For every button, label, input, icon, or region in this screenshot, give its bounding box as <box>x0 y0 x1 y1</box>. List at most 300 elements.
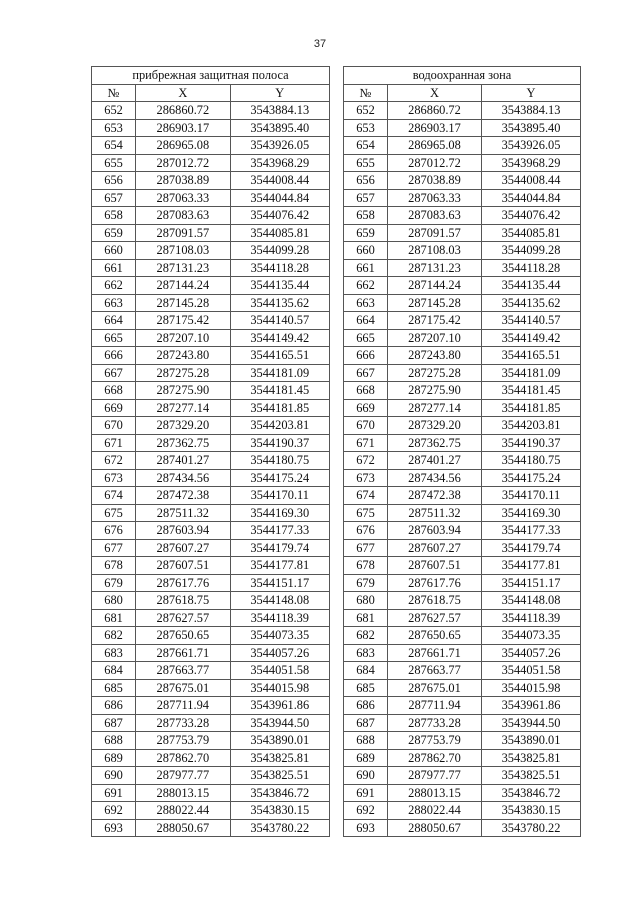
table-row <box>344 732 581 750</box>
y-coordinate-cell: 3544140.57 <box>482 312 581 330</box>
y-coordinate-cell: 3544169.30 <box>482 504 581 522</box>
x-coordinate-cell: 287144.24 <box>136 277 230 295</box>
y-coordinate-cell: 3543825.81 <box>230 749 329 767</box>
y-coordinate-cell: 3544140.57 <box>230 312 329 330</box>
table-row <box>344 452 581 470</box>
table-row <box>344 102 581 120</box>
y-coordinate-cell: 3544179.74 <box>482 539 581 557</box>
table-body <box>344 102 581 837</box>
table-row <box>92 172 330 190</box>
point-number-cell: 660 <box>92 242 136 260</box>
y-coordinate-cell: 3543890.01 <box>482 732 581 750</box>
water-protection-zone-table <box>343 66 581 837</box>
point-number-cell: 673 <box>92 469 136 487</box>
x-coordinate-cell: 287603.94 <box>388 522 482 540</box>
x-coordinate-cell: 286860.72 <box>136 102 230 120</box>
x-coordinate-cell: 287607.51 <box>388 557 482 575</box>
y-coordinate-cell: 3544177.81 <box>230 557 329 575</box>
point-number-cell: 693 <box>344 819 388 837</box>
x-coordinate-cell: 287618.75 <box>136 592 230 610</box>
point-number-cell: 671 <box>344 434 388 452</box>
table-row <box>92 627 330 645</box>
table-row <box>344 399 581 417</box>
point-number-cell: 660 <box>344 242 388 260</box>
point-number-cell: 653 <box>92 119 136 137</box>
table-row <box>344 679 581 697</box>
point-number-cell: 659 <box>92 224 136 242</box>
table-row <box>92 644 330 662</box>
y-coordinate-cell: 3543780.22 <box>482 819 581 837</box>
y-coordinate-cell: 3544085.81 <box>482 224 581 242</box>
y-coordinate-cell: 3544118.39 <box>482 609 581 627</box>
table-row <box>344 277 581 295</box>
x-coordinate-cell: 287083.63 <box>388 207 482 225</box>
table-row <box>344 417 581 435</box>
table-row <box>92 259 330 277</box>
y-coordinate-cell: 3543780.22 <box>230 819 329 837</box>
y-coordinate-cell: 3543830.15 <box>230 802 329 820</box>
point-number-cell: 681 <box>92 609 136 627</box>
y-coordinate-cell: 3544015.98 <box>230 679 329 697</box>
point-number-cell: 665 <box>344 329 388 347</box>
table-row <box>92 312 330 330</box>
table-row <box>92 137 330 155</box>
x-coordinate-cell: 287175.42 <box>388 312 482 330</box>
table-row <box>92 242 330 260</box>
y-coordinate-cell: 3543968.29 <box>482 154 581 172</box>
x-coordinate-cell: 287607.27 <box>136 539 230 557</box>
column-header-x: X <box>388 84 482 102</box>
table-row <box>344 382 581 400</box>
point-number-cell: 676 <box>344 522 388 540</box>
table-row <box>92 189 330 207</box>
table-row <box>92 539 330 557</box>
x-coordinate-cell: 287603.94 <box>136 522 230 540</box>
x-coordinate-cell: 286965.08 <box>136 137 230 155</box>
y-coordinate-cell: 3543825.81 <box>482 749 581 767</box>
point-number-cell: 682 <box>92 627 136 645</box>
x-coordinate-cell: 287711.94 <box>388 697 482 715</box>
y-coordinate-cell: 3544135.62 <box>230 294 329 312</box>
y-coordinate-cell: 3544181.45 <box>230 382 329 400</box>
x-coordinate-cell: 287617.76 <box>136 574 230 592</box>
table-row <box>92 347 330 365</box>
point-number-cell: 675 <box>344 504 388 522</box>
point-number-cell: 663 <box>344 294 388 312</box>
y-coordinate-cell: 3544044.84 <box>482 189 581 207</box>
y-coordinate-cell: 3544051.58 <box>482 662 581 680</box>
table-row <box>344 592 581 610</box>
y-coordinate-cell: 3544177.33 <box>482 522 581 540</box>
point-number-cell: 678 <box>92 557 136 575</box>
x-coordinate-cell: 287733.28 <box>388 714 482 732</box>
column-header-x: X <box>136 84 230 102</box>
point-number-cell: 667 <box>92 364 136 382</box>
x-coordinate-cell: 287661.71 <box>388 644 482 662</box>
table-row <box>344 259 581 277</box>
y-coordinate-cell: 3544044.84 <box>230 189 329 207</box>
y-coordinate-cell: 3544076.42 <box>482 207 581 225</box>
x-coordinate-cell: 287083.63 <box>136 207 230 225</box>
point-number-cell: 657 <box>344 189 388 207</box>
y-coordinate-cell: 3544057.26 <box>230 644 329 662</box>
y-coordinate-cell: 3543961.86 <box>230 697 329 715</box>
table-row <box>92 697 330 715</box>
table-row <box>344 224 581 242</box>
table-row <box>92 592 330 610</box>
table-row <box>92 487 330 505</box>
x-coordinate-cell: 287329.20 <box>136 417 230 435</box>
y-coordinate-cell: 3544073.35 <box>230 627 329 645</box>
y-coordinate-cell: 3544135.62 <box>482 294 581 312</box>
x-coordinate-cell: 287862.70 <box>388 749 482 767</box>
y-coordinate-cell: 3543825.51 <box>230 767 329 785</box>
table-row <box>92 679 330 697</box>
x-coordinate-cell: 287063.33 <box>136 189 230 207</box>
x-coordinate-cell: 287038.89 <box>136 172 230 190</box>
table-row <box>344 644 581 662</box>
point-number-cell: 689 <box>92 749 136 767</box>
table-title: водоохранная зона <box>344 67 581 85</box>
x-coordinate-cell: 287434.56 <box>136 469 230 487</box>
point-number-cell: 655 <box>92 154 136 172</box>
x-coordinate-cell: 287207.10 <box>136 329 230 347</box>
table-row <box>344 504 581 522</box>
y-coordinate-cell: 3544151.17 <box>482 574 581 592</box>
x-coordinate-cell: 287275.28 <box>388 364 482 382</box>
point-number-cell: 686 <box>92 697 136 715</box>
point-number-cell: 664 <box>92 312 136 330</box>
x-coordinate-cell: 287091.57 <box>388 224 482 242</box>
point-number-cell: 690 <box>92 767 136 785</box>
table-row <box>92 434 330 452</box>
y-coordinate-cell: 3544203.81 <box>482 417 581 435</box>
table-row <box>92 574 330 592</box>
y-coordinate-cell: 3544008.44 <box>230 172 329 190</box>
x-coordinate-cell: 288013.15 <box>388 784 482 802</box>
point-number-cell: 687 <box>344 714 388 732</box>
table-row <box>344 784 581 802</box>
y-coordinate-cell: 3543944.50 <box>482 714 581 732</box>
point-number-cell: 668 <box>344 382 388 400</box>
point-number-cell: 655 <box>344 154 388 172</box>
y-coordinate-cell: 3544170.11 <box>230 487 329 505</box>
table-row <box>344 662 581 680</box>
table-row <box>92 469 330 487</box>
x-coordinate-cell: 287243.80 <box>136 347 230 365</box>
table-row <box>344 207 581 225</box>
x-coordinate-cell: 287977.77 <box>136 767 230 785</box>
x-coordinate-cell: 287207.10 <box>388 329 482 347</box>
point-number-cell: 682 <box>344 627 388 645</box>
x-coordinate-cell: 287175.42 <box>136 312 230 330</box>
y-coordinate-cell: 3544149.42 <box>482 329 581 347</box>
point-number-cell: 659 <box>344 224 388 242</box>
table-row <box>344 434 581 452</box>
point-number-cell: 674 <box>344 487 388 505</box>
point-number-cell: 688 <box>344 732 388 750</box>
y-coordinate-cell: 3544165.51 <box>230 347 329 365</box>
point-number-cell: 656 <box>92 172 136 190</box>
x-coordinate-cell: 286903.17 <box>136 119 230 137</box>
point-number-cell: 680 <box>344 592 388 610</box>
x-coordinate-cell: 287277.14 <box>388 399 482 417</box>
point-number-cell: 677 <box>92 539 136 557</box>
y-coordinate-cell: 3543846.72 <box>482 784 581 802</box>
table-row <box>92 819 330 837</box>
point-number-cell: 652 <box>92 102 136 120</box>
point-number-cell: 654 <box>344 137 388 155</box>
page-number: 37 <box>313 38 327 50</box>
table-row <box>344 172 581 190</box>
y-coordinate-cell: 3544179.74 <box>230 539 329 557</box>
point-number-cell: 674 <box>92 487 136 505</box>
x-coordinate-cell: 287063.33 <box>388 189 482 207</box>
y-coordinate-cell: 3544085.81 <box>230 224 329 242</box>
x-coordinate-cell: 288050.67 <box>136 819 230 837</box>
x-coordinate-cell: 288013.15 <box>136 784 230 802</box>
point-number-cell: 685 <box>92 679 136 697</box>
table-row <box>92 277 330 295</box>
point-number-cell: 666 <box>344 347 388 365</box>
x-coordinate-cell: 287663.77 <box>388 662 482 680</box>
x-coordinate-cell: 287977.77 <box>388 767 482 785</box>
x-coordinate-cell: 287675.01 <box>136 679 230 697</box>
y-coordinate-cell: 3544118.28 <box>482 259 581 277</box>
y-coordinate-cell: 3544175.24 <box>230 469 329 487</box>
y-coordinate-cell: 3544190.37 <box>482 434 581 452</box>
x-coordinate-cell: 287145.28 <box>136 294 230 312</box>
x-coordinate-cell: 287329.20 <box>388 417 482 435</box>
table-row <box>344 137 581 155</box>
y-coordinate-cell: 3544181.09 <box>482 364 581 382</box>
y-coordinate-cell: 3544057.26 <box>482 644 581 662</box>
x-coordinate-cell: 287862.70 <box>136 749 230 767</box>
table-row <box>344 714 581 732</box>
x-coordinate-cell: 287277.14 <box>136 399 230 417</box>
y-coordinate-cell: 3544151.17 <box>230 574 329 592</box>
table-row <box>92 102 330 120</box>
point-number-cell: 680 <box>92 592 136 610</box>
x-coordinate-cell: 287091.57 <box>136 224 230 242</box>
table-row <box>92 504 330 522</box>
table-row <box>92 399 330 417</box>
point-number-cell: 656 <box>344 172 388 190</box>
column-header-number: № <box>92 84 136 102</box>
point-number-cell: 672 <box>92 452 136 470</box>
point-number-cell: 653 <box>344 119 388 137</box>
y-coordinate-cell: 3544180.75 <box>482 452 581 470</box>
y-coordinate-cell: 3544175.24 <box>482 469 581 487</box>
table-row <box>92 207 330 225</box>
x-coordinate-cell: 288022.44 <box>388 802 482 820</box>
table-row <box>92 714 330 732</box>
table-row <box>92 294 330 312</box>
y-coordinate-cell: 3544181.85 <box>230 399 329 417</box>
point-number-cell: 668 <box>92 382 136 400</box>
point-number-cell: 666 <box>92 347 136 365</box>
x-coordinate-cell: 287275.90 <box>136 382 230 400</box>
point-number-cell: 693 <box>92 819 136 837</box>
point-number-cell: 661 <box>344 259 388 277</box>
point-number-cell: 667 <box>344 364 388 382</box>
y-coordinate-cell: 3544135.44 <box>230 277 329 295</box>
table-row <box>344 242 581 260</box>
x-coordinate-cell: 287108.03 <box>388 242 482 260</box>
column-header-number: № <box>344 84 388 102</box>
y-coordinate-cell: 3543830.15 <box>482 802 581 820</box>
y-coordinate-cell: 3544118.28 <box>230 259 329 277</box>
x-coordinate-cell: 287675.01 <box>388 679 482 697</box>
x-coordinate-cell: 287472.38 <box>136 487 230 505</box>
x-coordinate-cell: 287711.94 <box>136 697 230 715</box>
table-row <box>344 119 581 137</box>
point-number-cell: 677 <box>344 539 388 557</box>
point-number-cell: 691 <box>344 784 388 802</box>
y-coordinate-cell: 3544190.37 <box>230 434 329 452</box>
point-number-cell: 679 <box>344 574 388 592</box>
y-coordinate-cell: 3543944.50 <box>230 714 329 732</box>
x-coordinate-cell: 287012.72 <box>136 154 230 172</box>
point-number-cell: 662 <box>344 277 388 295</box>
y-coordinate-cell: 3543926.05 <box>230 137 329 155</box>
y-coordinate-cell: 3544181.85 <box>482 399 581 417</box>
x-coordinate-cell: 287627.57 <box>136 609 230 627</box>
y-coordinate-cell: 3543884.13 <box>482 102 581 120</box>
x-coordinate-cell: 287401.27 <box>136 452 230 470</box>
point-number-cell: 672 <box>344 452 388 470</box>
y-coordinate-cell: 3543895.40 <box>482 119 581 137</box>
table-row <box>344 189 581 207</box>
table-row <box>92 329 330 347</box>
point-number-cell: 678 <box>344 557 388 575</box>
y-coordinate-cell: 3544148.08 <box>482 592 581 610</box>
y-coordinate-cell: 3543846.72 <box>230 784 329 802</box>
point-number-cell: 685 <box>344 679 388 697</box>
y-coordinate-cell: 3543825.51 <box>482 767 581 785</box>
y-coordinate-cell: 3544177.81 <box>482 557 581 575</box>
y-coordinate-cell: 3544015.98 <box>482 679 581 697</box>
table-row <box>344 574 581 592</box>
point-number-cell: 671 <box>92 434 136 452</box>
x-coordinate-cell: 287038.89 <box>388 172 482 190</box>
table-row <box>344 487 581 505</box>
point-number-cell: 683 <box>92 644 136 662</box>
point-number-cell: 669 <box>92 399 136 417</box>
table-row <box>344 539 581 557</box>
table-row <box>344 154 581 172</box>
y-coordinate-cell: 3544165.51 <box>482 347 581 365</box>
point-number-cell: 690 <box>344 767 388 785</box>
y-coordinate-cell: 3544051.58 <box>230 662 329 680</box>
point-number-cell: 670 <box>344 417 388 435</box>
x-coordinate-cell: 287618.75 <box>388 592 482 610</box>
y-coordinate-cell: 3544203.81 <box>230 417 329 435</box>
y-coordinate-cell: 3544076.42 <box>230 207 329 225</box>
column-header-y: Y <box>230 84 329 102</box>
y-coordinate-cell: 3543895.40 <box>230 119 329 137</box>
y-coordinate-cell: 3543961.86 <box>482 697 581 715</box>
point-number-cell: 652 <box>344 102 388 120</box>
table-row <box>92 522 330 540</box>
point-number-cell: 679 <box>92 574 136 592</box>
y-coordinate-cell: 3543884.13 <box>230 102 329 120</box>
table-row <box>92 662 330 680</box>
y-coordinate-cell: 3543926.05 <box>482 137 581 155</box>
y-coordinate-cell: 3543890.01 <box>230 732 329 750</box>
point-number-cell: 683 <box>344 644 388 662</box>
point-number-cell: 688 <box>92 732 136 750</box>
table-row <box>344 609 581 627</box>
x-coordinate-cell: 287617.76 <box>388 574 482 592</box>
table-row <box>344 627 581 645</box>
x-coordinate-cell: 287472.38 <box>388 487 482 505</box>
table-row <box>344 557 581 575</box>
point-number-cell: 669 <box>344 399 388 417</box>
point-number-cell: 684 <box>344 662 388 680</box>
x-coordinate-cell: 287733.28 <box>136 714 230 732</box>
table-row <box>92 609 330 627</box>
point-number-cell: 657 <box>92 189 136 207</box>
y-coordinate-cell: 3544181.45 <box>482 382 581 400</box>
table-row <box>92 364 330 382</box>
table-row <box>344 364 581 382</box>
table-row <box>344 522 581 540</box>
x-coordinate-cell: 286903.17 <box>388 119 482 137</box>
table-row <box>344 312 581 330</box>
point-number-cell: 665 <box>92 329 136 347</box>
table-row <box>344 819 581 837</box>
y-coordinate-cell: 3544169.30 <box>230 504 329 522</box>
table-row <box>344 347 581 365</box>
x-coordinate-cell: 287627.57 <box>388 609 482 627</box>
x-coordinate-cell: 287434.56 <box>388 469 482 487</box>
x-coordinate-cell: 287661.71 <box>136 644 230 662</box>
table-title: прибрежная защитная полоса <box>92 67 330 85</box>
coastal-protection-strip-table <box>91 66 330 837</box>
x-coordinate-cell: 287663.77 <box>136 662 230 680</box>
x-coordinate-cell: 288022.44 <box>136 802 230 820</box>
point-number-cell: 691 <box>92 784 136 802</box>
y-coordinate-cell: 3544099.28 <box>482 242 581 260</box>
table-body <box>92 102 330 837</box>
point-number-cell: 692 <box>92 802 136 820</box>
point-number-cell: 670 <box>92 417 136 435</box>
table-row <box>92 119 330 137</box>
table-row <box>344 329 581 347</box>
x-coordinate-cell: 287650.65 <box>388 627 482 645</box>
point-number-cell: 692 <box>344 802 388 820</box>
x-coordinate-cell: 287753.79 <box>136 732 230 750</box>
table-row <box>92 732 330 750</box>
x-coordinate-cell: 286965.08 <box>388 137 482 155</box>
table-row <box>92 224 330 242</box>
table-row <box>92 749 330 767</box>
table-row <box>344 469 581 487</box>
point-number-cell: 687 <box>92 714 136 732</box>
table-row <box>344 749 581 767</box>
point-number-cell: 673 <box>344 469 388 487</box>
point-number-cell: 681 <box>344 609 388 627</box>
table-row <box>92 417 330 435</box>
point-number-cell: 675 <box>92 504 136 522</box>
point-number-cell: 658 <box>92 207 136 225</box>
x-coordinate-cell: 287131.23 <box>388 259 482 277</box>
x-coordinate-cell: 287511.32 <box>388 504 482 522</box>
x-coordinate-cell: 287753.79 <box>388 732 482 750</box>
table-row <box>92 784 330 802</box>
x-coordinate-cell: 288050.67 <box>388 819 482 837</box>
